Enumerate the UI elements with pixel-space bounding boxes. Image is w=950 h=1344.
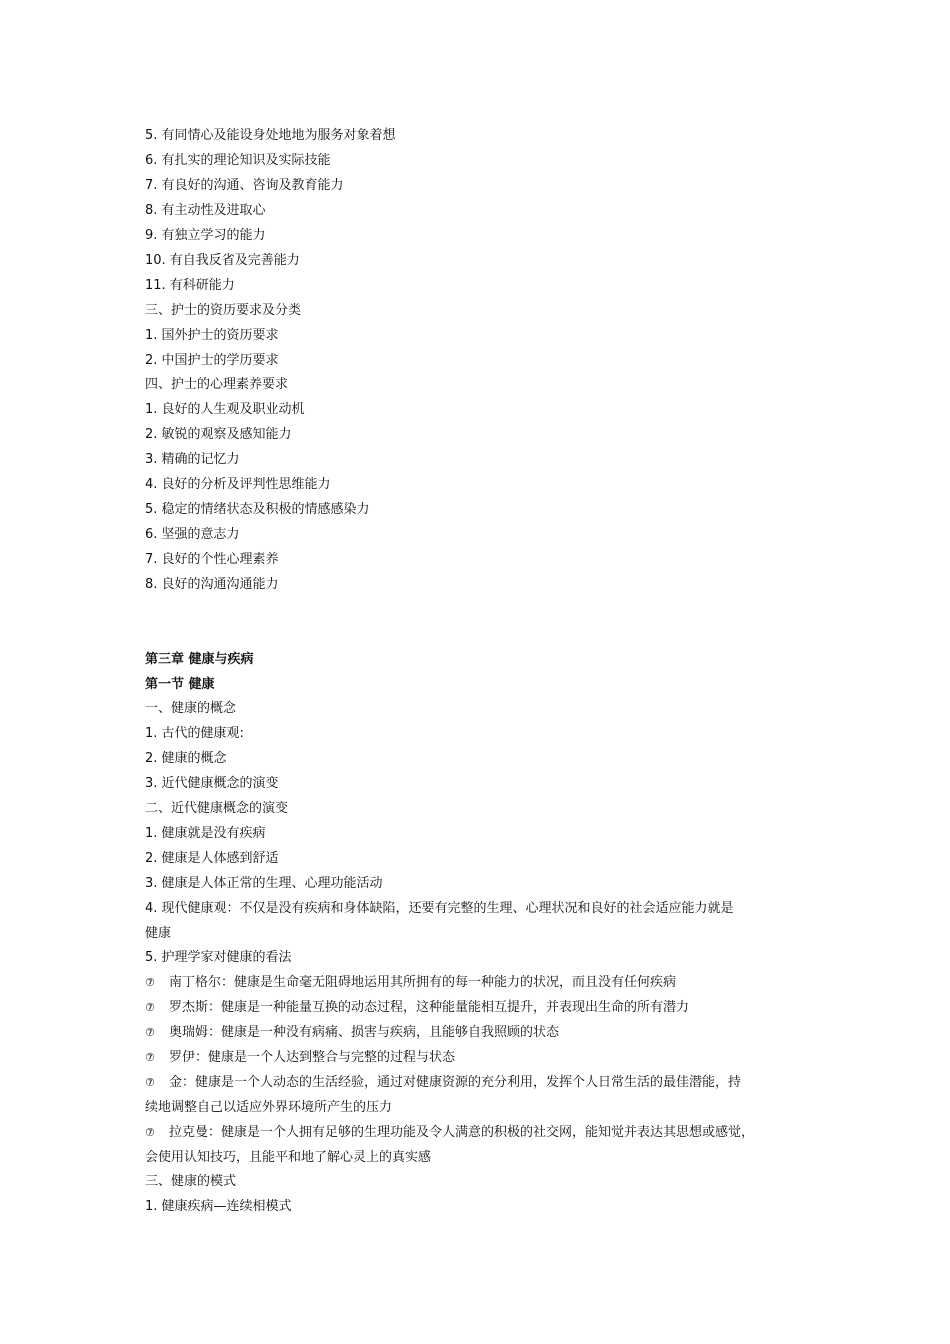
- section-heading: 三、健康的模式: [145, 1174, 237, 1189]
- section-title: 第一节 健康: [145, 677, 215, 692]
- list-item: 9. 有独立学习的能力: [145, 228, 266, 243]
- list-item: 6. 有扎实的理论知识及实际技能: [145, 153, 331, 168]
- theorist-view-continuation: 会使用认知技巧，且能平和地了解心灵上的真实感: [145, 1150, 432, 1165]
- list-item: 1. 健康就是没有疾病: [145, 826, 266, 841]
- circled-bullet-icon: ⑦: [145, 1026, 155, 1039]
- list-item: 1. 良好的人生观及职业动机: [145, 402, 305, 417]
- view-text: 罗伊：健康是一个人达到整合与完整的过程与状态: [169, 1050, 456, 1065]
- list-item: 7. 良好的个性心理素养: [145, 552, 279, 567]
- theorist-view: [145, 1123, 815, 1143]
- chapter-title: 第三章 健康与疾病: [145, 652, 254, 667]
- list-item: 1. 古代的健康观:: [145, 726, 244, 741]
- list-item: 3. 精确的记忆力: [145, 452, 240, 467]
- circled-bullet-icon: ⑦: [145, 976, 155, 989]
- list-item: 7. 有良好的沟通、咨询及教育能力: [145, 178, 344, 193]
- circled-bullet-icon: ⑦: [145, 1051, 155, 1064]
- theorist-view: [145, 998, 815, 1018]
- list-item: 11. 有科研能力: [145, 278, 235, 293]
- list-item: 2. 敏锐的观察及感知能力: [145, 427, 292, 442]
- circled-bullet-icon: ⑦: [145, 1126, 155, 1139]
- section-heading: 一、健康的概念: [145, 701, 237, 716]
- list-item: 2. 健康是人体感到舒适: [145, 851, 279, 866]
- list-item: 1. 国外护士的资历要求: [145, 328, 279, 343]
- section-heading: 三、护士的资历要求及分类: [145, 303, 302, 318]
- section-heading: 二、近代健康概念的演变: [145, 801, 289, 816]
- list-item: 2. 中国护士的学历要求: [145, 353, 279, 368]
- list-item: 4. 良好的分析及评判性思维能力: [145, 477, 331, 492]
- view-text: 奥瑞姆：健康是一种没有病痛、损害与疾病，且能够自我照顾的状态: [169, 1025, 560, 1040]
- theorist-view: [145, 973, 815, 993]
- list-item-continuation: 健康: [145, 926, 172, 941]
- list-item: 5. 稳定的情绪状态及积极的情感感染力: [145, 502, 370, 517]
- list-item: 6. 坚强的意志力: [145, 527, 240, 542]
- view-text: 拉克曼：健康是一个人拥有足够的生理功能及令人满意的积极的社交网，能知觉并表达其思想或感觉，: [169, 1125, 755, 1140]
- list-item: 5. 有同情心及能设身处地地为服务对象着想: [145, 128, 396, 143]
- list-item: 5. 护理学家对健康的看法: [145, 950, 292, 965]
- theorist-view: [145, 1048, 815, 1068]
- list-item: 1. 健康疾病—连续相模式: [145, 1199, 292, 1214]
- list-item: 10. 有自我反省及完善能力: [145, 253, 300, 268]
- theorist-view: [145, 1023, 815, 1043]
- theorist-view: [145, 1073, 815, 1093]
- list-item: 2. 健康的概念: [145, 751, 227, 766]
- list-item: 8. 良好的沟通沟通能力: [145, 577, 279, 592]
- view-text: 罗杰斯：健康是一种能量互换的动态过程，这种能量能相互提升，并表现出生命的所有潜力: [169, 1000, 690, 1015]
- circled-bullet-icon: ⑦: [145, 1001, 155, 1014]
- list-item: 4. 现代健康观：不仅是没有疾病和身体缺陷，还要有完整的生理、心理状况和良好的社会适应能力就是: [145, 901, 734, 916]
- list-item: 3. 健康是人体正常的生理、心理功能活动: [145, 876, 383, 891]
- circled-bullet-icon: ⑦: [145, 1076, 155, 1089]
- view-text: 金：健康是一个人动态的生活经验，通过对健康资源的充分利用，发挥个人日常生活的最佳潜能，持: [169, 1075, 742, 1090]
- theorist-view-continuation: 续地调整自己以适应外界环境所产生的压力: [145, 1100, 393, 1115]
- list-item: 8. 有主动性及进取心: [145, 203, 266, 218]
- section-heading: 四、护士的心理素养要求: [145, 377, 289, 392]
- view-text: 南丁格尔：健康是生命毫无阻碍地运用其所拥有的每一种能力的状况，而且没有任何疾病: [169, 975, 677, 990]
- list-item: 3. 近代健康概念的演变: [145, 776, 279, 791]
